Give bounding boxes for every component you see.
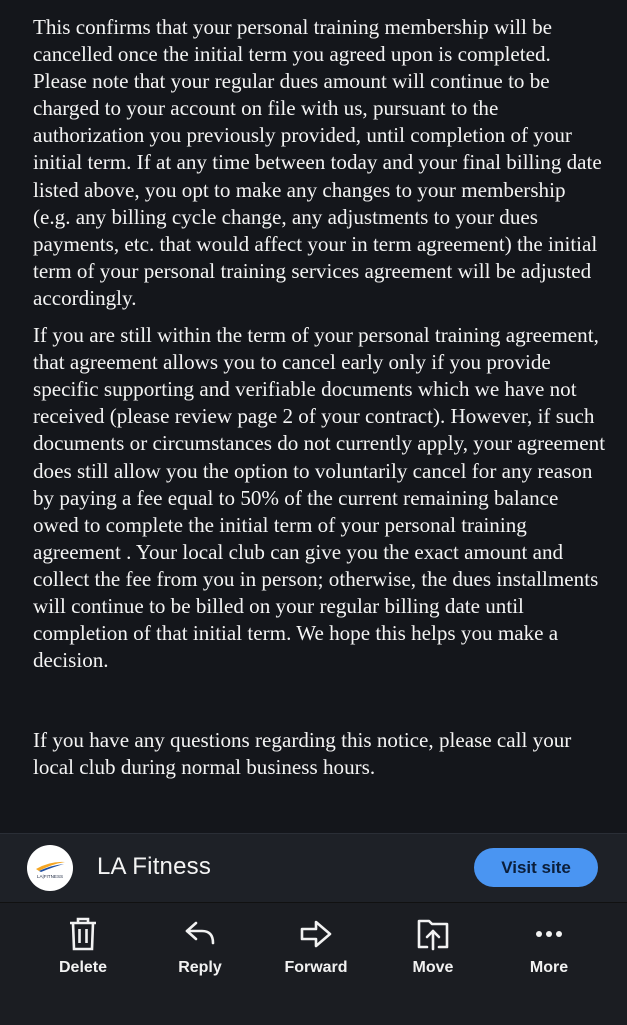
delete-button[interactable] bbox=[33, 917, 133, 977]
email-paragraph-1: This confirms that your personal training membership will be cancelled once the initial term you agreed upon is completed. Please note that your regular dues amount will continue to be charged to your account on file with us, pursuant to the authorization you previously provided, until completion of your initial term. If at any time between today and your final billing date listed above, you opt to make any changes to your membership (e.g. any billing cycle change, any adjustments to your dues payments, etc. that would affect your in term agreement) the initial term of your personal training services agreement will be adjusted accordingly. bbox=[33, 15, 602, 310]
forward-button[interactable] bbox=[266, 917, 366, 977]
email-paragraph-3: If you have any questions regarding this notice, please call your local club during normal business hours. bbox=[33, 728, 572, 780]
move-label: Move bbox=[412, 959, 454, 976]
more-label: More bbox=[529, 959, 569, 976]
visit-site-button[interactable]: Visit site bbox=[474, 848, 598, 887]
sponsor-bar bbox=[0, 833, 627, 902]
reply-label: Reply bbox=[178, 959, 222, 976]
reply-icon bbox=[184, 917, 216, 951]
email-body bbox=[33, 14, 608, 781]
move-button[interactable] bbox=[383, 917, 483, 977]
action-bar bbox=[0, 902, 627, 1025]
la-fitness-logo[interactable] bbox=[27, 845, 73, 891]
trash-icon bbox=[68, 917, 98, 951]
forward-label: Forward bbox=[284, 959, 348, 976]
delete-label: Delete bbox=[58, 959, 108, 976]
forward-arrow-icon bbox=[300, 917, 332, 951]
move-to-folder-icon bbox=[416, 917, 450, 951]
email-paragraph-2: If you are still within the term of your personal training agreement, that agreement allows you to cancel early only if you provide specific supporting and verifiable documents which we have not received (please review page 2 of your contract). However, if such documents or circumstances do not currently apply, your agreement does still allow you the option to voluntarily cancel for any reason by paying a fee equal to 50% of the current remaining balance owed to complete the initial term of your personal training agreement . Your local club can give you the exact amount and collect the fee from you in person; otherwise, the dues installments will continue to be billed on your regular billing date until completion of that initial term. We hope this helps you make a decision. bbox=[33, 323, 606, 673]
reply-button[interactable] bbox=[150, 917, 250, 977]
logo-text: LA|FITNESS bbox=[36, 874, 64, 879]
more-button[interactable] bbox=[499, 917, 599, 977]
more-dots-icon bbox=[533, 917, 565, 951]
sponsor-name[interactable]: LA Fitness bbox=[97, 853, 212, 880]
